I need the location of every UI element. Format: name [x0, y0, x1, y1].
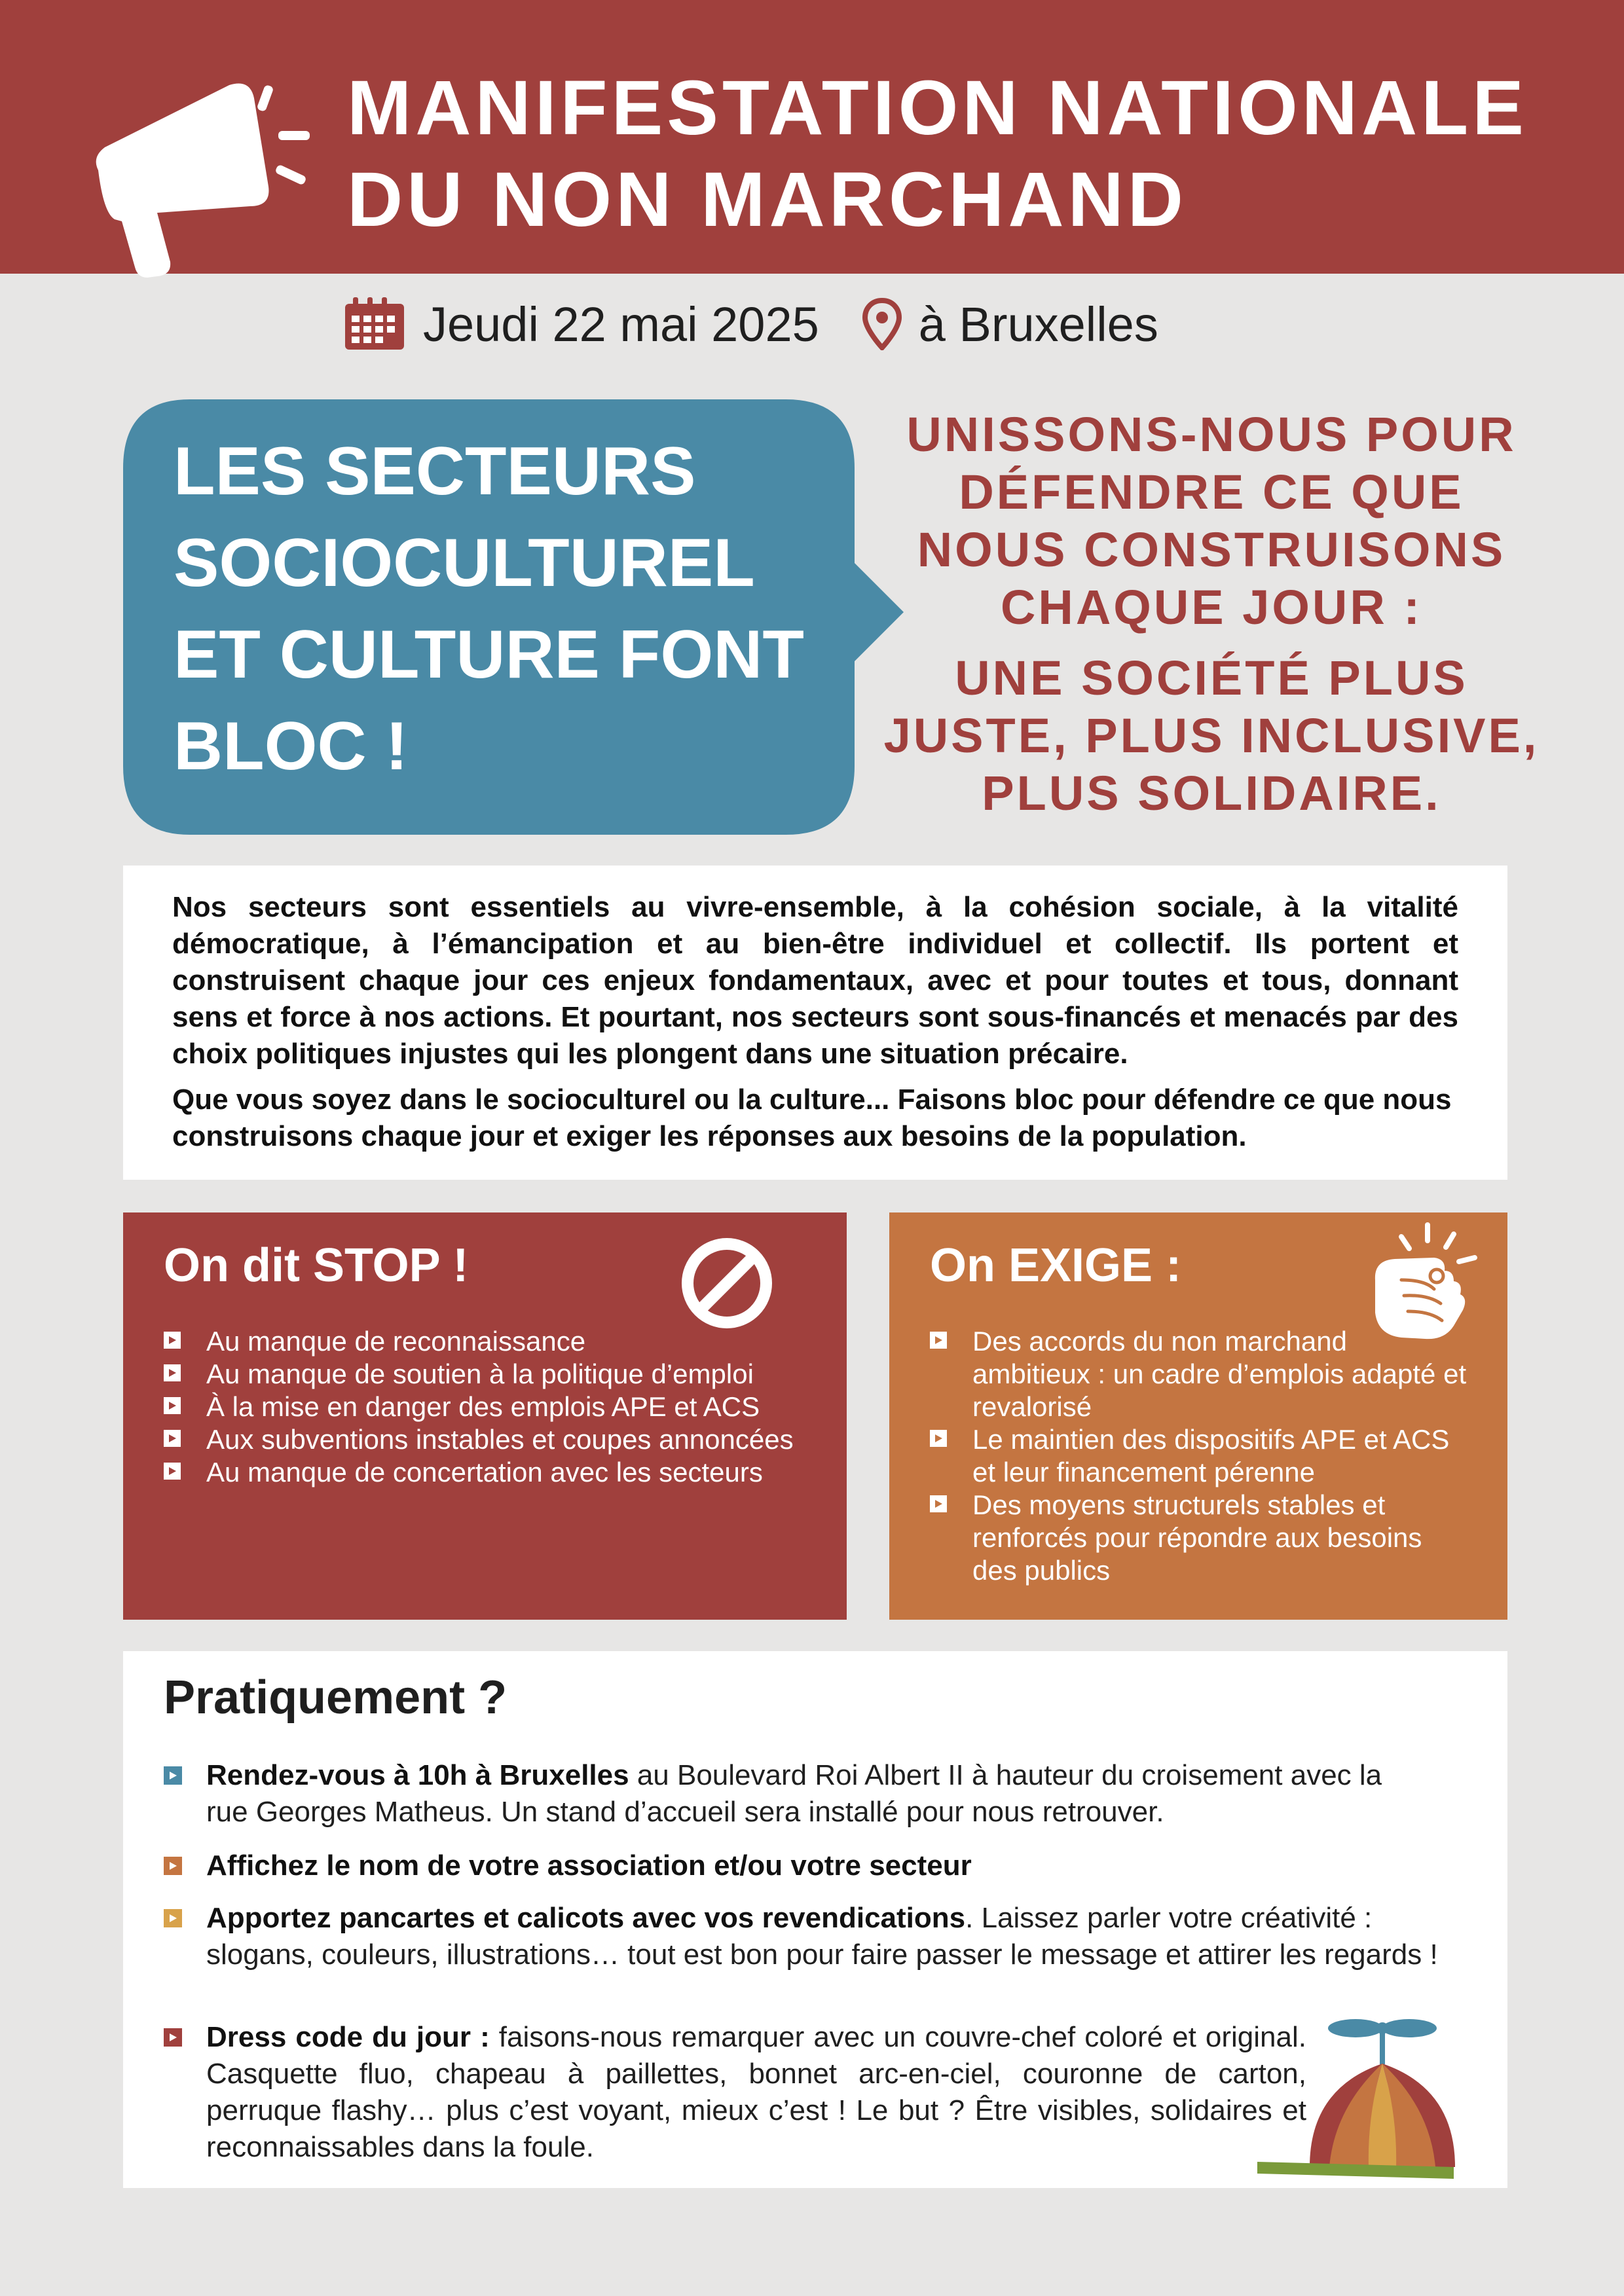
slogan-line: NOUS CONSTRUISONS [917, 522, 1506, 577]
list-item: À la mise en danger des emplois APE et ACS [164, 1391, 805, 1423]
list-item: Des moyens structurels stables et renforcés pour répondre aux besoins des publics [930, 1489, 1467, 1587]
bubble-headline [174, 426, 828, 792]
list-item: Aux subventions instables et coupes annoncées [164, 1423, 805, 1456]
practical-item: Affichez le nom de votre association et/ou votre secteur [164, 1848, 1408, 1884]
bubble-line: LES SECTEURS [174, 433, 696, 509]
arrow-bullet-icon [164, 1909, 182, 1927]
practical-title: Pratiquement ? [164, 1671, 507, 1724]
list-item: Le maintien des dispositifs APE et ACS et leur financement pérenne [930, 1423, 1467, 1489]
list-item: Des accords du non marchand ambitieux : un cadre d’emplois adapté et revalorisé [930, 1325, 1467, 1423]
arrow-bullet-icon [930, 1430, 947, 1447]
arrow-bullet-icon [164, 1463, 181, 1480]
slogan [877, 406, 1545, 822]
propeller-hat-icon [1257, 2016, 1500, 2193]
event-date: Jeudi 22 mai 2025 [423, 297, 819, 352]
slogan-line: UNISSONS-NOUS POUR [906, 407, 1517, 462]
slogan-line: UNE SOCIÉTÉ PLUS [955, 651, 1468, 705]
bubble-line: BLOC ! [174, 708, 409, 784]
page-title-line1: MANIFESTATION NATIONALE [347, 65, 1528, 151]
arrow-bullet-icon [164, 1857, 182, 1875]
bubble-line: ET CULTURE FONT [174, 617, 804, 693]
arrow-bullet-icon [930, 1495, 947, 1512]
slogan-line: PLUS SOLIDAIRE. [982, 766, 1441, 820]
slogan-line: CHAQUE JOUR : [1000, 580, 1423, 634]
intro-paragraph: Nos secteurs sont essentiels au vivre-ensemble, à la cohésion sociale, à la vitalité démocratique, à l’émancipation et au bien-être individuel et collectif. Ils portent et construisent chaque jour ces enjeux fondamentaux, avec et pour toutes et tous, donnant sens et force à nos actions. Et pourtant, nos secteurs sont sous-financés et menacés par des choix politiques injustes qui les plongent dans une situation précaire. [172, 891, 1458, 1070]
exige-title: On EXIGE : [930, 1239, 1182, 1292]
intro-paragraph: Que vous soyez dans le socioculturel ou la culture... Faisons bloc pour défendre ce que nous construisons chaque jour et exiger les réponses aux besoins de la population. [172, 1084, 1452, 1152]
intro-box [123, 866, 1507, 1180]
practical-item: Rendez-vous à 10h à Bruxelles au Boulevard Roi Albert II à hauteur du croisement avec la rue Georges Matheus. Un stand d’accueil sera installé pour nous retrouver. [164, 1757, 1408, 1831]
arrow-bullet-icon [164, 1430, 181, 1447]
arrow-bullet-icon [164, 2028, 182, 2047]
arrow-bullet-icon [930, 1332, 947, 1349]
list-item: Au manque de soutien à la politique d’emploi [164, 1358, 805, 1391]
stop-title: On dit STOP ! [164, 1239, 469, 1292]
slogan-line: DÉFENDRE CE QUE [959, 465, 1464, 519]
list-item: Au manque de concertation avec les secteurs [164, 1456, 805, 1489]
exige-list [930, 1325, 1467, 1587]
bubble-line: SOCIOCULTUREL [174, 525, 755, 601]
arrow-bullet-icon [164, 1766, 182, 1785]
practical-item: Apportez pancartes et calicots avec vos revendications. Laissez parler votre créativité : slogans, couleurs, illustrations… tout est bon pour faire passer le message et attirer les regards ! [164, 1900, 1464, 1973]
page-title-line2: DU NON MARCHAND [347, 156, 1188, 243]
prohibited-icon [678, 1234, 776, 1332]
arrow-bullet-icon [164, 1364, 181, 1381]
practical-item: Dress code du jour : faisons-nous remarquer avec un couvre-chef coloré et original. Casquette fluo, chapeau à paillettes, bonnet arc-en-ciel, couronne de carton, perruque flashy… plus c’est voyant, mieux c’est ! Le but ? Être visibles, solidaires et reconnaissables dans la foule. [164, 2019, 1306, 2166]
arrow-bullet-icon [164, 1332, 181, 1349]
event-place: à Bruxelles [918, 297, 1158, 352]
arrow-bullet-icon [164, 1397, 181, 1414]
slogan-line: JUSTE, PLUS INCLUSIVE, [883, 708, 1540, 763]
stop-list [164, 1325, 805, 1489]
pointing-hand-icon [1362, 1221, 1483, 1342]
list-item: Au manque de reconnaissance [164, 1325, 805, 1358]
